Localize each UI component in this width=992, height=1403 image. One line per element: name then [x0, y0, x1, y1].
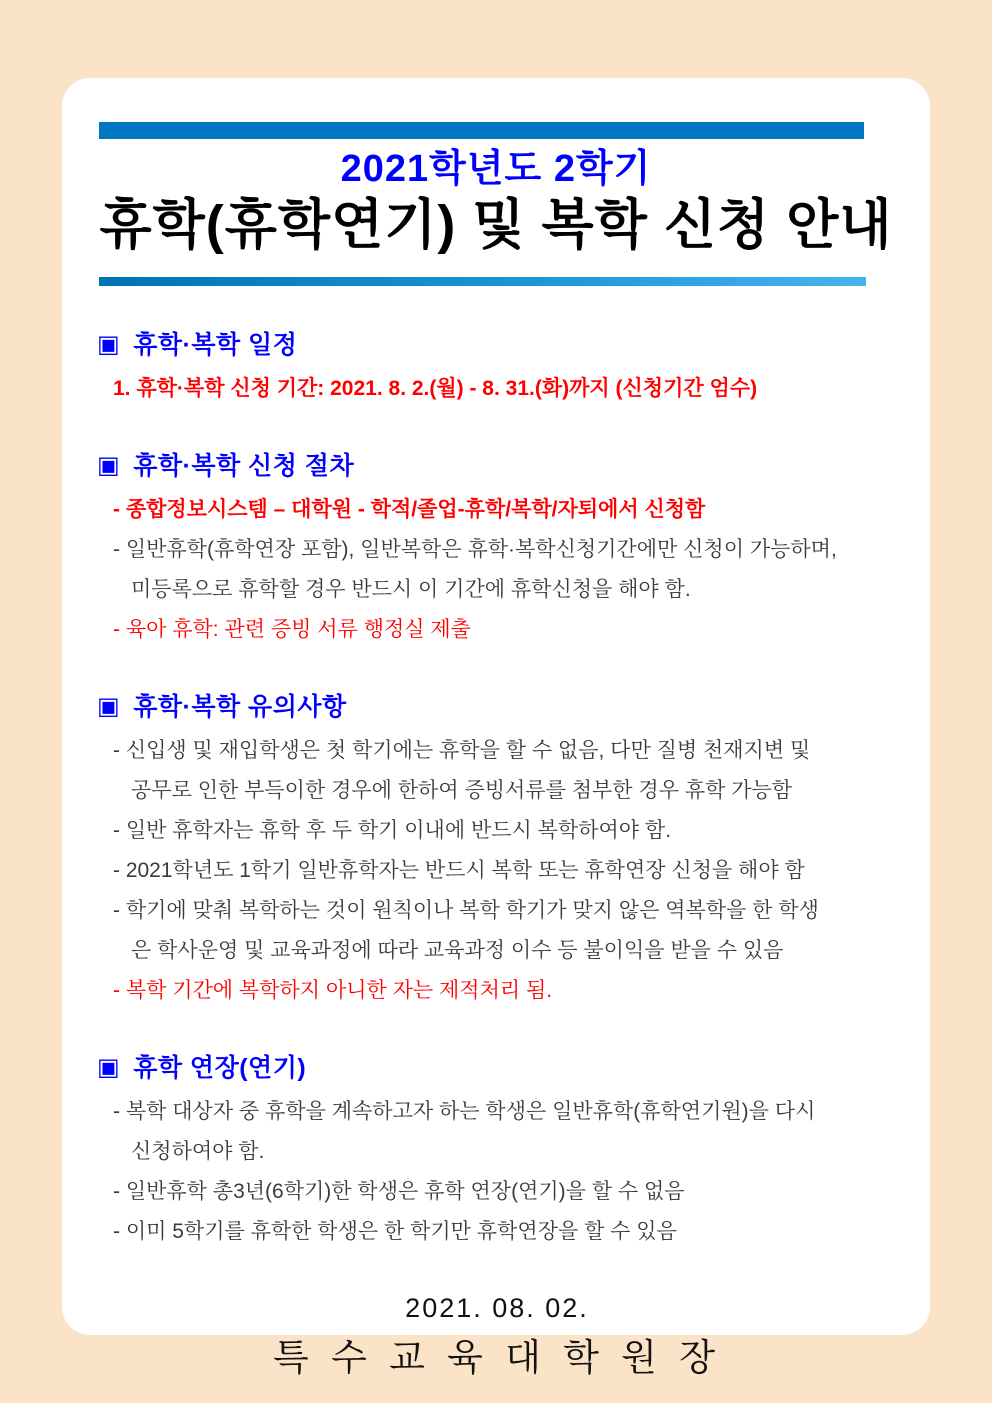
notice-card [62, 78, 930, 1378]
section-heading [97, 690, 897, 725]
notice-line: 공무로 인한 부득이한 경우에 한하여 증빙서류를 첨부한 경우 휴학 가능함 [131, 779, 793, 802]
notice-line: - 학기에 맞춰 복학하는 것이 원칙이나 복학 학기가 맞지 않은 역복학을 한 학생 [113, 899, 819, 922]
sections-container [97, 328, 897, 1252]
section-heading [97, 1051, 897, 1086]
notice-section [97, 449, 897, 650]
notice-section [97, 690, 897, 1011]
section-heading-label: 휴학·복학 유의사항 [133, 693, 347, 721]
notice-line: - 일반휴학(휴학연장 포함), 일반복학은 휴학·복학신청기간에만 신청이 가능하며, [113, 538, 837, 561]
section-heading-label: 휴학·복학 일정 [133, 331, 298, 359]
notice-line: 미등록으로 휴학할 경우 반드시 이 기간에 휴학신청을 해야 함. [131, 578, 691, 601]
section-marker-icon: ▣ [97, 693, 121, 720]
notice-line: - 복학 대상자 중 휴학을 계속하고자 하는 학생은 일반휴학(휴학연기원)을 다시 [113, 1100, 816, 1123]
notice-title: 휴학(휴학연기) 및 복학 신청 안내 [99, 195, 893, 255]
notice-line: 은 학사운영 및 교육과정에 따라 교육과정 이수 등 불이익을 받을 수 있음 [131, 939, 784, 962]
notice-line: - 일반 휴학자는 휴학 후 두 학기 이내에 반드시 복학하여야 함. [113, 819, 672, 842]
title-underline-bar [99, 277, 866, 286]
section-heading-label: 휴학 연장(연기) [133, 1054, 307, 1082]
notice-section [97, 328, 897, 409]
section-heading [97, 449, 897, 484]
notice-line: 신청하여야 함. [131, 1140, 265, 1163]
notice-date: 2021. 08. 02. [405, 1293, 589, 1323]
notice-body [97, 318, 897, 1380]
notice-line: - 일반휴학 총3년(6학기)한 학생은 휴학 연장(연기)을 할 수 없음 [113, 1180, 685, 1203]
notice-line: 1. 휴학·복학 신청 기간: 2021. 8. 2.(월) - 8. 31.(화)까지 (신청기간 엄수) [113, 377, 758, 400]
section-marker-icon: ▣ [97, 452, 121, 479]
section-marker-icon: ▣ [97, 1054, 121, 1081]
issuer-signature: 특 수 교 육 대 학 원 장 [273, 1337, 721, 1378]
notice-line: - 이미 5학기를 휴학한 학생은 한 학기만 휴학연장을 할 수 있음 [113, 1220, 677, 1243]
notice-section [97, 1051, 897, 1252]
notice-line: - 육아 휴학: 관련 증빙 서류 행정실 제출 [113, 618, 471, 641]
section-heading [97, 328, 897, 363]
section-heading-label: 휴학·복학 신청 절차 [133, 452, 355, 480]
section-marker-icon: ▣ [97, 331, 121, 358]
notice-line: - 종합정보시스템 – 대학원 - 학적/졸업-휴학/복학/자퇴에서 신청함 [113, 498, 706, 521]
notice-line: - 복학 기간에 복학하지 아니한 자는 제적처리 됨. [113, 979, 553, 1002]
notice-line: - 신입생 및 재입학생은 첫 학기에는 휴학을 할 수 없음, 다만 질병 천재지변 및 [113, 739, 811, 762]
header-accent-bar [99, 122, 864, 139]
notice-year-semester: 2021학년도 2학기 [340, 148, 652, 190]
notice-line: - 2021학년도 1학기 일반휴학자는 반드시 복학 또는 휴학연장 신청을 해야 함 [113, 859, 805, 882]
